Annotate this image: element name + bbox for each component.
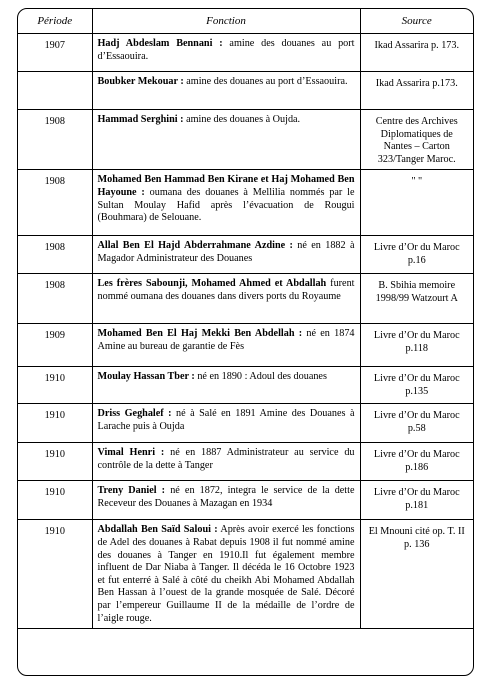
header-source: Source bbox=[360, 9, 473, 34]
customs-officials-table bbox=[18, 9, 473, 629]
table-row bbox=[18, 520, 473, 629]
person-name: Treny Daniel : bbox=[97, 485, 166, 497]
period-cell: 1908 bbox=[18, 236, 92, 274]
source-cell: " " bbox=[360, 170, 473, 236]
table-row bbox=[18, 274, 473, 324]
period-cell: 1907 bbox=[18, 34, 92, 72]
person-name: Boubker Mekouar : bbox=[97, 76, 184, 87]
source-cell: Ikad Assarira p. 173. bbox=[360, 34, 473, 72]
source-cell: Ikad Assarira p.173. bbox=[360, 72, 473, 110]
header-fonction: Fonction bbox=[92, 9, 360, 34]
fonction-cell bbox=[92, 404, 360, 443]
period-cell: 1910 bbox=[18, 520, 92, 629]
period-cell: 1910 bbox=[18, 481, 92, 520]
person-name: Moulay Hassan Tber : bbox=[97, 371, 195, 383]
person-name: Mohamed Ben Hammad Ben Kirane et Haj Mohamed Ben Hayoune : bbox=[97, 174, 355, 198]
table-row bbox=[18, 110, 473, 170]
table-row bbox=[18, 404, 473, 443]
source-cell: Livre d’Or du Maroc p.118 bbox=[360, 324, 473, 367]
fonction-cell bbox=[92, 520, 360, 629]
function-description: amine des douanes au port d’Essaouira. bbox=[97, 38, 355, 62]
person-name: Driss Geghalef : bbox=[97, 408, 172, 420]
source-cell: El Mnouni cité op. T. II p. 136 bbox=[360, 520, 473, 629]
table-row bbox=[18, 481, 473, 520]
fonction-cell bbox=[92, 274, 360, 324]
period-cell bbox=[18, 72, 92, 110]
fonction-cell bbox=[92, 110, 360, 170]
function-description: amine des douanes à Oujda. bbox=[183, 114, 301, 125]
document-table-frame bbox=[17, 8, 474, 676]
period-cell: 1908 bbox=[18, 274, 92, 324]
fonction-cell bbox=[92, 236, 360, 274]
table-row bbox=[18, 367, 473, 404]
fonction-cell bbox=[92, 367, 360, 404]
function-description: oumana des douanes à Mellilia nommés par le Sultan Moulay Hafid après l’évacuation de Rougui (Bouhmara) de Selouane. bbox=[97, 186, 355, 224]
person-name: Les frères Sabounji, Mohamed Ahmed et Abdallah bbox=[97, 278, 327, 290]
function-description: né en 1890 : Adoul des douanes bbox=[194, 371, 327, 383]
fonction-cell bbox=[92, 170, 360, 236]
table-row bbox=[18, 236, 473, 274]
period-cell: 1909 bbox=[18, 324, 92, 367]
source-cell: Livre d’Or du Maroc p.16 bbox=[360, 236, 473, 274]
person-name: Abdallah Ben Saïd Saloui : bbox=[97, 524, 218, 536]
function-description: Après avoir exercé les fonctions de Adel des douanes à Rabat depuis 1908 il fut nommé amine des douanes à Tanger en 1910.Il fut également membre influent de Dar Niaba à Tanger. Il décéda le 16 Octobre 1923 et fut enterré à Salé à côté du cheikh Abi Mohamed Abdallah Ben Hassan à l’ouest de la grande mosquée de Salé. Décoré par l’empereur Guillaume II de la médaille de l’ordre de l’aigle rouge. bbox=[97, 524, 355, 624]
table-row bbox=[18, 443, 473, 481]
person-name: Allal Ben El Hajd Abderrahmane Azdine : bbox=[97, 240, 293, 252]
fonction-cell bbox=[92, 324, 360, 367]
period-cell: 1908 bbox=[18, 170, 92, 236]
person-name: Hadj Abdeslam Bennani : bbox=[97, 38, 223, 49]
person-name: Hammad Serghini : bbox=[97, 114, 184, 125]
table-row bbox=[18, 170, 473, 236]
period-cell: 1910 bbox=[18, 404, 92, 443]
table-row bbox=[18, 72, 473, 110]
function-description: né en 1874 Amine au bureau de garantie de Fès bbox=[97, 328, 355, 352]
source-cell: Livre d’Or du Maroc p.186 bbox=[360, 443, 473, 481]
table-header-row bbox=[18, 9, 473, 34]
table-row bbox=[18, 34, 473, 72]
function-description: né à Salé en 1891 Amine des Douanes à Larache puis à Oujda bbox=[97, 408, 355, 432]
fonction-cell bbox=[92, 443, 360, 481]
source-cell: Livre d’Or du Maroc p.58 bbox=[360, 404, 473, 443]
fonction-cell bbox=[92, 34, 360, 72]
fonction-cell bbox=[92, 72, 360, 110]
function-description: né en 1882 à Magador Administrateur des Douanes bbox=[97, 240, 355, 264]
person-name: Vimal Henri : bbox=[97, 447, 165, 459]
source-cell: Centre des Archives Diplomatiques de Nantes – Carton 323/Tanger Maroc. bbox=[360, 110, 473, 170]
person-name: Mohamed Ben El Haj Mekki Ben Abdellah : bbox=[97, 328, 303, 340]
period-cell: 1910 bbox=[18, 443, 92, 481]
period-cell: 1908 bbox=[18, 110, 92, 170]
source-cell: Livre d’Or du Maroc p.135 bbox=[360, 367, 473, 404]
table-row bbox=[18, 324, 473, 367]
source-cell: B. Sbihia memoire 1998/99 Watzourt A bbox=[360, 274, 473, 324]
fonction-cell bbox=[92, 481, 360, 520]
period-cell: 1910 bbox=[18, 367, 92, 404]
function-description: né en 1872, integra le service de la dette Receveur des Douanes à Mazagan en 1934 bbox=[97, 485, 355, 509]
source-cell: Livre d’Or du Maroc p.181 bbox=[360, 481, 473, 520]
function-description: né en 1887 Administrateur au service du contrôle de la dette à Tanger bbox=[97, 447, 355, 471]
function-description: amine des douanes au port d’Essaouira. bbox=[183, 76, 348, 87]
function-description: furent nommé oumana des douanes dans divers ports du Royaume bbox=[97, 278, 355, 302]
header-periode: Période bbox=[18, 9, 92, 34]
